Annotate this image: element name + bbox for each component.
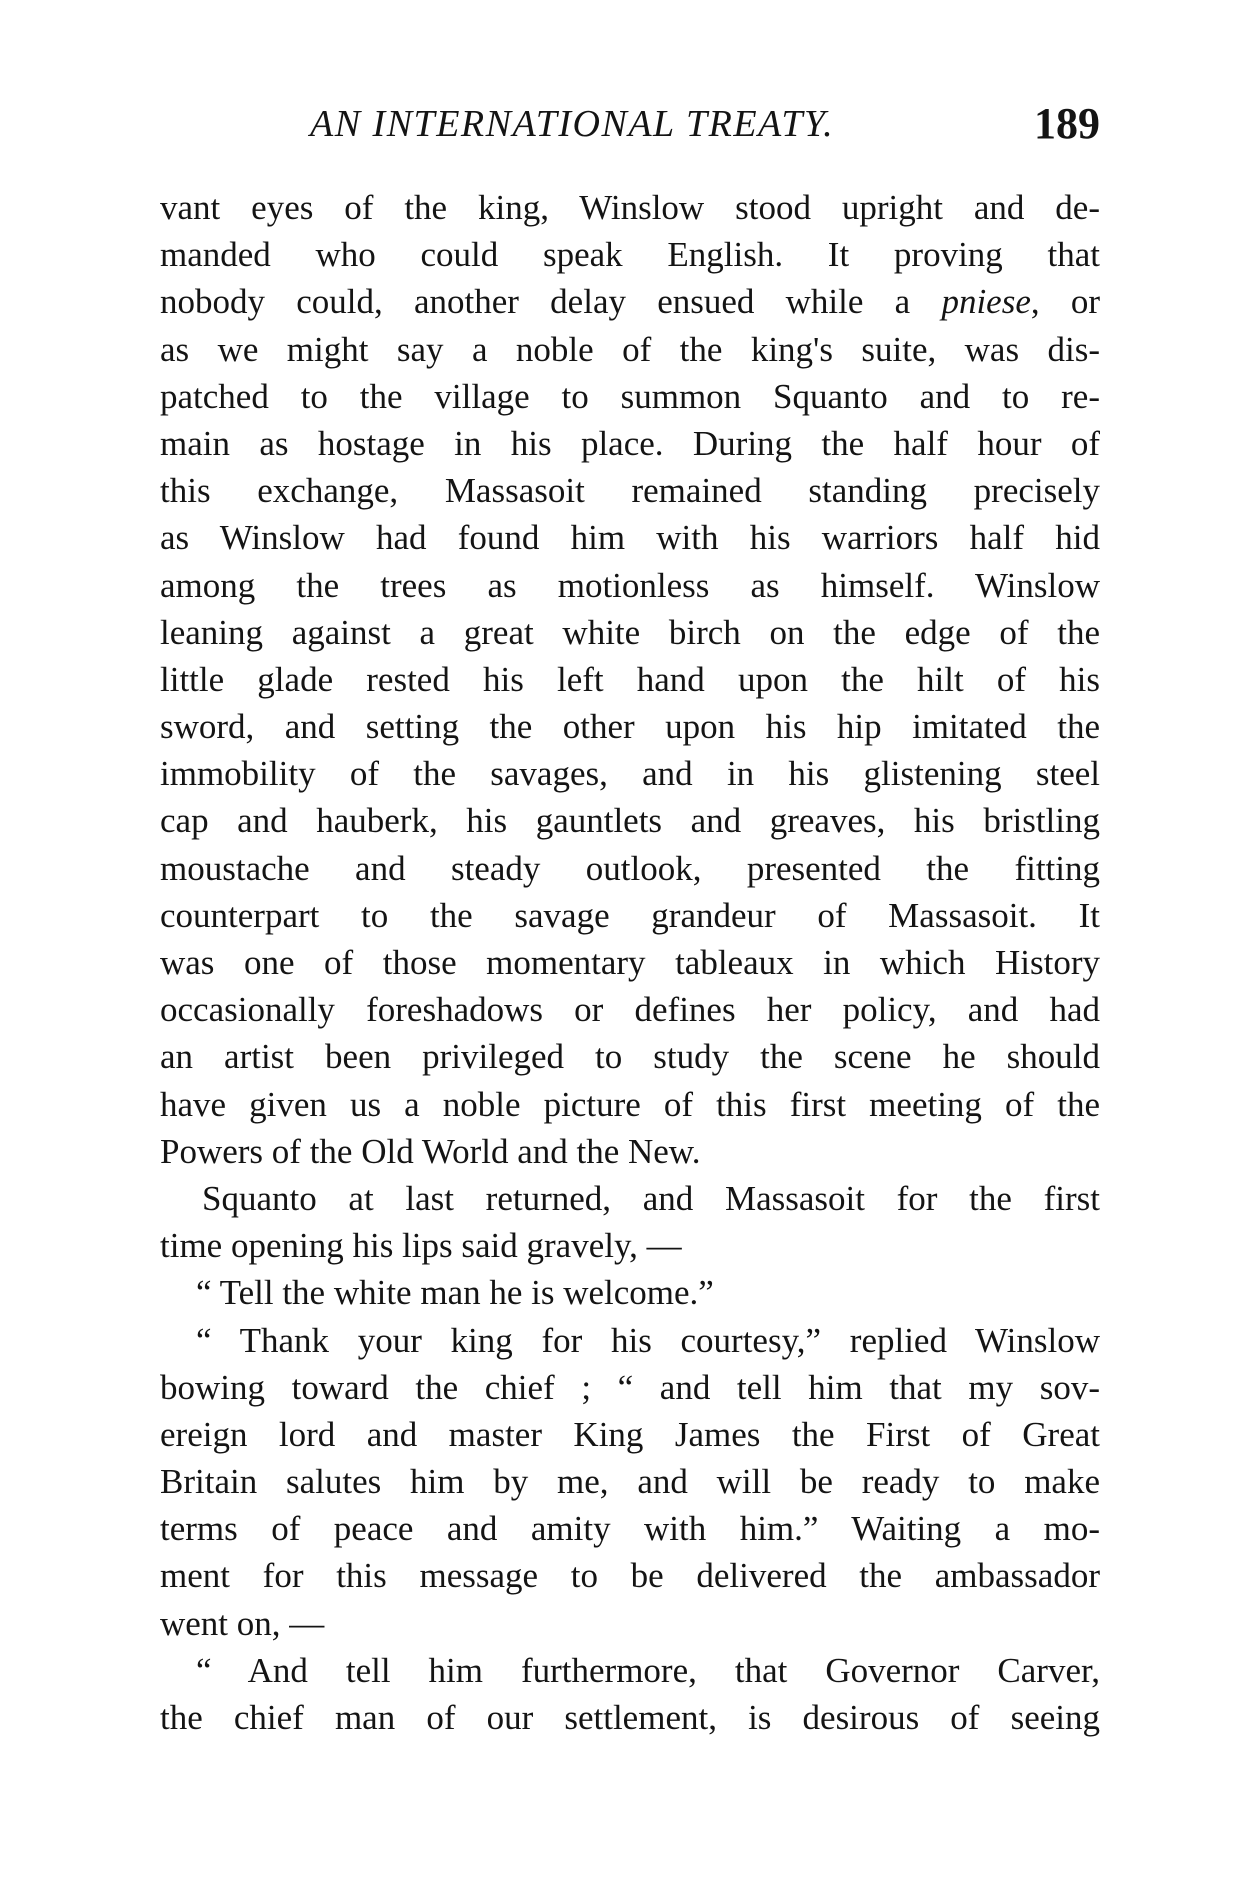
text-line: Britain salutes him by me, and will be ready to make [160, 1462, 1100, 1502]
paragraph-first-line: Squanto at last returned, and Massasoit for the first [202, 1178, 1100, 1218]
text-line: counterpart to the savage grandeur of Massasoit. It [160, 895, 1100, 935]
text-line: vant eyes of the king, Winslow stood upright and de- [160, 188, 1100, 227]
text-line: an artist been privileged to study the scene he should [160, 1037, 1100, 1077]
text-line: patched to the village to summon Squanto and to re- [160, 376, 1100, 416]
running-head [160, 99, 1100, 152]
paragraph-first-line: “ And tell him furthermore, that Governor Carver, [196, 1650, 1100, 1690]
paragraph-first-line: “ Thank your king for his courtesy,” replied Winslow [196, 1320, 1100, 1360]
text-line: cap and hauberk, his gauntlets and greaves, his bristling [160, 801, 1100, 841]
italic-word: pniese [941, 282, 1031, 322]
text-line: leaning against a great white birch on the edge of the [160, 612, 1100, 652]
text-line: was one of those momentary tableaux in which History [160, 943, 1100, 982]
text-line: bowing toward the chief ; “ and tell him that my sov- [160, 1367, 1100, 1407]
text-line: ereign lord and master King James the First of Great [160, 1414, 1100, 1454]
body-text [160, 184, 1100, 1741]
text-line: among the trees as motionless as himself. Winslow [160, 565, 1100, 605]
text-line: as we might say a noble of the king's suite, was dis- [160, 329, 1100, 369]
text-line: main as hostage in his place. During the half hour of [160, 423, 1100, 463]
text-line: have given us a noble picture of this first meeting of the [160, 1084, 1100, 1124]
text-line: manded who could speak English. It proving that [160, 235, 1100, 275]
page-number: 189 [1034, 99, 1100, 148]
text-line: moustache and steady outlook, presented the fitting [160, 848, 1100, 888]
text-line: occasionally foreshadows or defines her policy, and had [160, 990, 1100, 1030]
dialogue-line: “ Tell the white man he is welcome.” [196, 1273, 714, 1313]
text-line: the chief man of our settlement, is desirous of seeing [160, 1698, 1100, 1737]
text-line: as Winslow had found him with his warriors half hid [160, 518, 1100, 558]
text-line: little glade rested his left hand upon the hilt of his [160, 659, 1100, 699]
text-line: terms of peace and amity with him.” Waiting a mo- [160, 1509, 1100, 1549]
paragraph-last-line: time opening his lips said gravely, — [160, 1226, 682, 1266]
text-line: ment for this message to be delivered the ambassador [160, 1556, 1100, 1596]
text-line: nobody could, another delay ensued while a pniese, or [160, 282, 1100, 322]
text-line: sword, and setting the other upon his hip imitated the [160, 707, 1100, 747]
running-title: AN INTERNATIONAL TREATY. [310, 103, 835, 145]
text-line: immobility of the savages, and in his glistening steel [160, 754, 1100, 794]
paragraph-last-line: went on, — [160, 1603, 325, 1643]
text-line: this exchange, Massasoit remained standing precisely [160, 471, 1100, 511]
paragraph-last-line: Powers of the Old World and the New. [160, 1131, 701, 1171]
